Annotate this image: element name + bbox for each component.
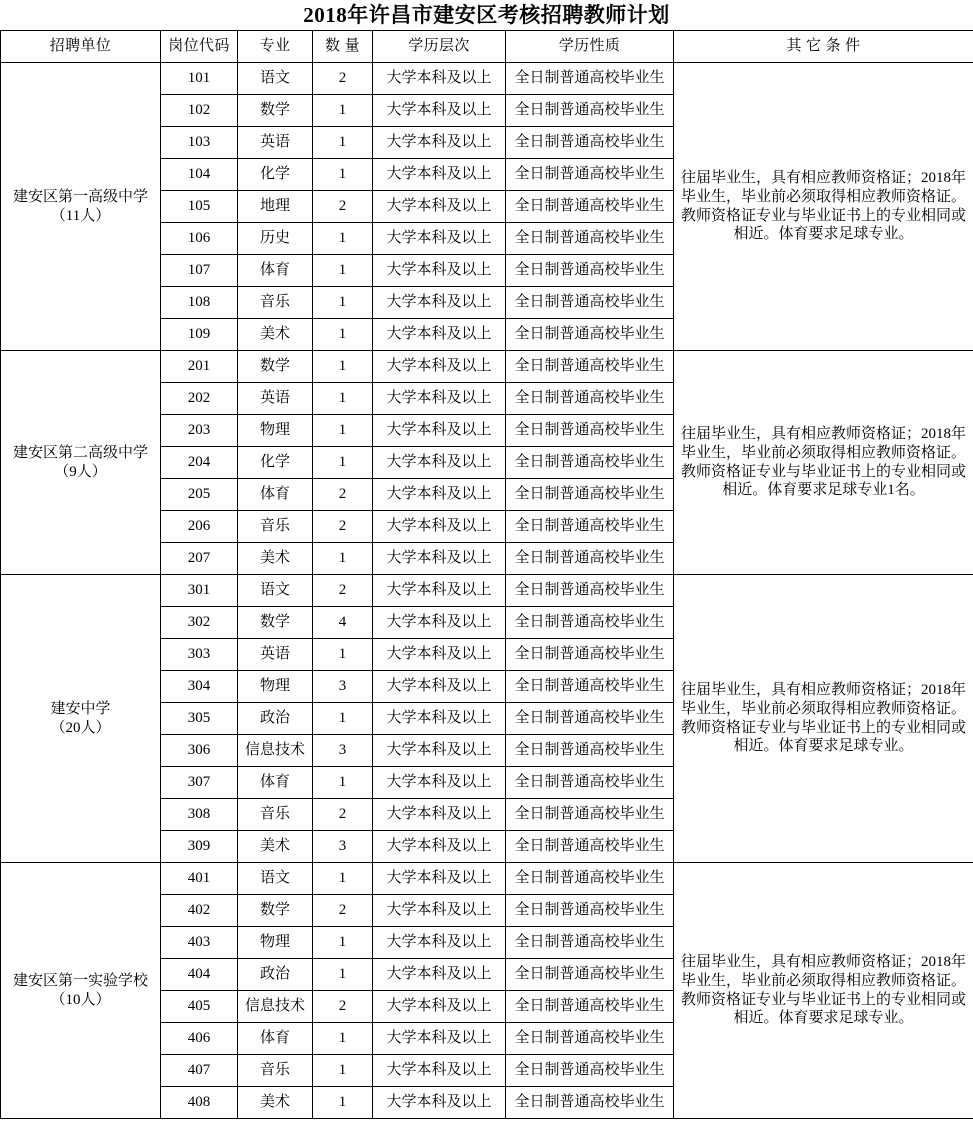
table-row — [1, 575, 973, 607]
cell-major: 英语 — [238, 383, 313, 415]
column-header-quantity: 数 量 — [313, 31, 373, 63]
cell-quantity: 1 — [313, 127, 373, 159]
cell-edu-level: 大学本科及以上 — [373, 543, 506, 575]
column-header-level: 学历层次 — [373, 31, 506, 63]
cell-edu-level: 大学本科及以上 — [373, 703, 506, 735]
cell-quantity: 2 — [313, 191, 373, 223]
cell-edu-level: 大学本科及以上 — [373, 383, 506, 415]
cell-edu-nature: 全日制普通高校毕业生 — [506, 383, 674, 415]
table-row — [1, 863, 973, 895]
cell-quantity: 1 — [313, 767, 373, 799]
cell-major: 美术 — [238, 543, 313, 575]
cell-edu-level: 大学本科及以上 — [373, 255, 506, 287]
column-header-nature: 学历性质 — [506, 31, 674, 63]
cell-major: 物理 — [238, 415, 313, 447]
cell-edu-level: 大学本科及以上 — [373, 223, 506, 255]
cell-post-code: 201 — [161, 351, 238, 383]
cell-post-code: 102 — [161, 95, 238, 127]
cell-edu-level: 大学本科及以上 — [373, 831, 506, 863]
cell-unit — [1, 575, 161, 863]
unit-name: 建安区第二高级中学 — [12, 444, 148, 461]
cell-unit — [1, 863, 161, 1119]
cell-other-conditions: 往届毕业生，具有相应教师资格证；2018年毕业生，毕业前必须取得相应教师资格证。教师资格证专业与毕业证书上的专业相同或相近。体育要求足球专业。 — [674, 863, 973, 1119]
cell-major: 体育 — [238, 255, 313, 287]
cell-edu-nature: 全日制普通高校毕业生 — [506, 703, 674, 735]
cell-edu-level: 大学本科及以上 — [373, 447, 506, 479]
cell-edu-nature: 全日制普通高校毕业生 — [506, 159, 674, 191]
page-title: 2018年许昌市建安区考核招聘教师计划 — [303, 3, 670, 27]
cell-major: 语文 — [238, 575, 313, 607]
cell-edu-nature: 全日制普通高校毕业生 — [506, 319, 674, 351]
table-row — [1, 351, 973, 383]
unit-count: （9人） — [54, 463, 107, 480]
cell-post-code: 405 — [161, 991, 238, 1023]
cell-post-code: 408 — [161, 1087, 238, 1119]
cell-post-code: 407 — [161, 1055, 238, 1087]
cell-quantity: 2 — [313, 895, 373, 927]
cell-quantity: 1 — [313, 543, 373, 575]
cell-major: 数学 — [238, 351, 313, 383]
cell-edu-level: 大学本科及以上 — [373, 95, 506, 127]
cell-major: 美术 — [238, 319, 313, 351]
cell-post-code: 105 — [161, 191, 238, 223]
cell-major: 信息技术 — [238, 735, 313, 767]
cell-quantity: 1 — [313, 863, 373, 895]
cell-quantity: 1 — [313, 159, 373, 191]
cell-edu-level: 大学本科及以上 — [373, 511, 506, 543]
column-header-unit: 招聘单位 — [1, 31, 161, 63]
cell-post-code: 108 — [161, 287, 238, 319]
cell-post-code: 309 — [161, 831, 238, 863]
cell-edu-level: 大学本科及以上 — [373, 479, 506, 511]
cell-major: 语文 — [238, 863, 313, 895]
cell-edu-nature: 全日制普通高校毕业生 — [506, 607, 674, 639]
cell-major: 英语 — [238, 639, 313, 671]
cell-post-code: 404 — [161, 959, 238, 991]
cell-edu-nature: 全日制普通高校毕业生 — [506, 1023, 674, 1055]
cell-post-code: 305 — [161, 703, 238, 735]
cell-post-code: 207 — [161, 543, 238, 575]
cell-edu-nature: 全日制普通高校毕业生 — [506, 255, 674, 287]
cell-edu-nature: 全日制普通高校毕业生 — [506, 831, 674, 863]
cell-edu-nature: 全日制普通高校毕业生 — [506, 927, 674, 959]
cell-edu-nature: 全日制普通高校毕业生 — [506, 127, 674, 159]
table-body — [1, 63, 973, 1119]
cell-edu-level: 大学本科及以上 — [373, 191, 506, 223]
cell-post-code: 406 — [161, 1023, 238, 1055]
cell-edu-nature: 全日制普通高校毕业生 — [506, 639, 674, 671]
cell-major: 美术 — [238, 831, 313, 863]
cell-edu-nature: 全日制普通高校毕业生 — [506, 991, 674, 1023]
cell-quantity: 1 — [313, 703, 373, 735]
cell-post-code: 401 — [161, 863, 238, 895]
cell-edu-nature: 全日制普通高校毕业生 — [506, 511, 674, 543]
unit-name: 建安中学 — [50, 700, 111, 717]
cell-quantity: 3 — [313, 735, 373, 767]
cell-edu-level: 大学本科及以上 — [373, 351, 506, 383]
cell-edu-nature: 全日制普通高校毕业生 — [506, 799, 674, 831]
cell-edu-nature: 全日制普通高校毕业生 — [506, 351, 674, 383]
cell-post-code: 302 — [161, 607, 238, 639]
cell-quantity: 1 — [313, 351, 373, 383]
cell-edu-level: 大学本科及以上 — [373, 415, 506, 447]
cell-major: 信息技术 — [238, 991, 313, 1023]
cell-major: 音乐 — [238, 799, 313, 831]
cell-edu-nature: 全日制普通高校毕业生 — [506, 95, 674, 127]
cell-edu-level: 大学本科及以上 — [373, 799, 506, 831]
cell-post-code: 107 — [161, 255, 238, 287]
cell-edu-level: 大学本科及以上 — [373, 639, 506, 671]
cell-other-conditions: 往届毕业生，具有相应教师资格证；2018年毕业生，毕业前必须取得相应教师资格证。教师资格证专业与毕业证书上的专业相同或相近。体育要求足球专业1名。 — [674, 351, 973, 575]
cell-quantity: 1 — [313, 959, 373, 991]
cell-major: 物理 — [238, 671, 313, 703]
cell-post-code: 205 — [161, 479, 238, 511]
cell-post-code: 306 — [161, 735, 238, 767]
cell-unit — [1, 63, 161, 351]
cell-edu-level: 大学本科及以上 — [373, 991, 506, 1023]
cell-major: 物理 — [238, 927, 313, 959]
cell-major: 体育 — [238, 767, 313, 799]
cell-post-code: 106 — [161, 223, 238, 255]
cell-quantity: 1 — [313, 223, 373, 255]
cell-major: 体育 — [238, 1023, 313, 1055]
cell-quantity: 2 — [313, 991, 373, 1023]
cell-post-code: 103 — [161, 127, 238, 159]
cell-edu-nature: 全日制普通高校毕业生 — [506, 575, 674, 607]
cell-edu-level: 大学本科及以上 — [373, 127, 506, 159]
cell-quantity: 2 — [313, 63, 373, 95]
cell-major: 数学 — [238, 95, 313, 127]
cell-quantity: 3 — [313, 671, 373, 703]
cell-edu-level: 大学本科及以上 — [373, 1023, 506, 1055]
cell-post-code: 304 — [161, 671, 238, 703]
cell-other-conditions: 往届毕业生，具有相应教师资格证；2018年毕业生，毕业前必须取得相应教师资格证。教师资格证专业与毕业证书上的专业相同或相近。体育要求足球专业。 — [674, 575, 973, 863]
cell-major: 化学 — [238, 447, 313, 479]
cell-major: 地理 — [238, 191, 313, 223]
cell-edu-level: 大学本科及以上 — [373, 607, 506, 639]
cell-quantity: 1 — [313, 639, 373, 671]
cell-quantity: 2 — [313, 575, 373, 607]
cell-major: 政治 — [238, 959, 313, 991]
cell-post-code: 204 — [161, 447, 238, 479]
cell-major: 音乐 — [238, 287, 313, 319]
cell-edu-level: 大学本科及以上 — [373, 1087, 506, 1119]
cell-major: 语文 — [238, 63, 313, 95]
cell-major: 英语 — [238, 127, 313, 159]
cell-major: 数学 — [238, 607, 313, 639]
unit-count: （10人） — [50, 991, 111, 1008]
cell-edu-level: 大学本科及以上 — [373, 895, 506, 927]
cell-edu-nature: 全日制普通高校毕业生 — [506, 895, 674, 927]
unit-count: （11人） — [50, 207, 111, 224]
cell-edu-level: 大学本科及以上 — [373, 863, 506, 895]
cell-edu-nature: 全日制普通高校毕业生 — [506, 447, 674, 479]
cell-quantity: 1 — [313, 1055, 373, 1087]
cell-quantity: 1 — [313, 415, 373, 447]
cell-quantity: 2 — [313, 799, 373, 831]
cell-edu-nature: 全日制普通高校毕业生 — [506, 959, 674, 991]
cell-quantity: 1 — [313, 95, 373, 127]
cell-edu-level: 大学本科及以上 — [373, 159, 506, 191]
cell-edu-nature: 全日制普通高校毕业生 — [506, 863, 674, 895]
unit-count: （20人） — [50, 719, 111, 736]
cell-edu-nature: 全日制普通高校毕业生 — [506, 191, 674, 223]
cell-quantity: 1 — [313, 1087, 373, 1119]
cell-major: 历史 — [238, 223, 313, 255]
cell-unit — [1, 351, 161, 575]
header-row — [1, 31, 973, 63]
cell-post-code: 109 — [161, 319, 238, 351]
cell-quantity: 4 — [313, 607, 373, 639]
cell-quantity: 1 — [313, 447, 373, 479]
cell-post-code: 203 — [161, 415, 238, 447]
cell-quantity: 1 — [313, 255, 373, 287]
unit-name: 建安区第一高级中学 — [12, 188, 148, 205]
cell-edu-level: 大学本科及以上 — [373, 575, 506, 607]
cell-edu-level: 大学本科及以上 — [373, 287, 506, 319]
cell-quantity: 2 — [313, 511, 373, 543]
cell-major: 音乐 — [238, 1055, 313, 1087]
cell-edu-nature: 全日制普通高校毕业生 — [506, 767, 674, 799]
cell-edu-nature: 全日制普通高校毕业生 — [506, 1055, 674, 1087]
cell-post-code: 101 — [161, 63, 238, 95]
cell-post-code: 206 — [161, 511, 238, 543]
cell-major: 政治 — [238, 703, 313, 735]
cell-edu-level: 大学本科及以上 — [373, 959, 506, 991]
cell-post-code: 303 — [161, 639, 238, 671]
cell-post-code: 308 — [161, 799, 238, 831]
cell-edu-level: 大学本科及以上 — [373, 671, 506, 703]
cell-edu-level: 大学本科及以上 — [373, 319, 506, 351]
cell-major: 音乐 — [238, 511, 313, 543]
cell-quantity: 2 — [313, 479, 373, 511]
cell-quantity: 1 — [313, 927, 373, 959]
column-header-major: 专业 — [238, 31, 313, 63]
table-header — [1, 31, 973, 63]
cell-edu-level: 大学本科及以上 — [373, 735, 506, 767]
cell-edu-nature: 全日制普通高校毕业生 — [506, 415, 674, 447]
unit-name: 建安区第一实验学校 — [12, 972, 148, 989]
column-header-code: 岗位代码 — [161, 31, 238, 63]
cell-post-code: 403 — [161, 927, 238, 959]
recruitment-plan-table — [0, 30, 973, 1119]
cell-major: 数学 — [238, 895, 313, 927]
cell-edu-level: 大学本科及以上 — [373, 927, 506, 959]
cell-edu-nature: 全日制普通高校毕业生 — [506, 223, 674, 255]
cell-post-code: 402 — [161, 895, 238, 927]
cell-post-code: 307 — [161, 767, 238, 799]
cell-edu-nature: 全日制普通高校毕业生 — [506, 63, 674, 95]
cell-post-code: 104 — [161, 159, 238, 191]
cell-edu-nature: 全日制普通高校毕业生 — [506, 735, 674, 767]
column-header-other-conditions: 其 它 条 件 — [674, 31, 973, 63]
cell-other-conditions: 往届毕业生，具有相应教师资格证；2018年毕业生，毕业前必须取得相应教师资格证。教师资格证专业与毕业证书上的专业相同或相近。体育要求足球专业。 — [674, 63, 973, 351]
cell-edu-level: 大学本科及以上 — [373, 767, 506, 799]
cell-edu-level: 大学本科及以上 — [373, 1055, 506, 1087]
cell-edu-nature: 全日制普通高校毕业生 — [506, 479, 674, 511]
cell-major: 体育 — [238, 479, 313, 511]
cell-quantity: 1 — [313, 319, 373, 351]
cell-edu-nature: 全日制普通高校毕业生 — [506, 1087, 674, 1119]
cell-post-code: 202 — [161, 383, 238, 415]
cell-post-code: 301 — [161, 575, 238, 607]
cell-edu-nature: 全日制普通高校毕业生 — [506, 543, 674, 575]
cell-edu-nature: 全日制普通高校毕业生 — [506, 287, 674, 319]
cell-major: 化学 — [238, 159, 313, 191]
cell-quantity: 1 — [313, 383, 373, 415]
cell-edu-nature: 全日制普通高校毕业生 — [506, 671, 674, 703]
cell-quantity: 3 — [313, 831, 373, 863]
cell-quantity: 1 — [313, 287, 373, 319]
cell-quantity: 1 — [313, 1023, 373, 1055]
cell-major: 美术 — [238, 1087, 313, 1119]
cell-edu-level: 大学本科及以上 — [373, 63, 506, 95]
table-row — [1, 63, 973, 95]
